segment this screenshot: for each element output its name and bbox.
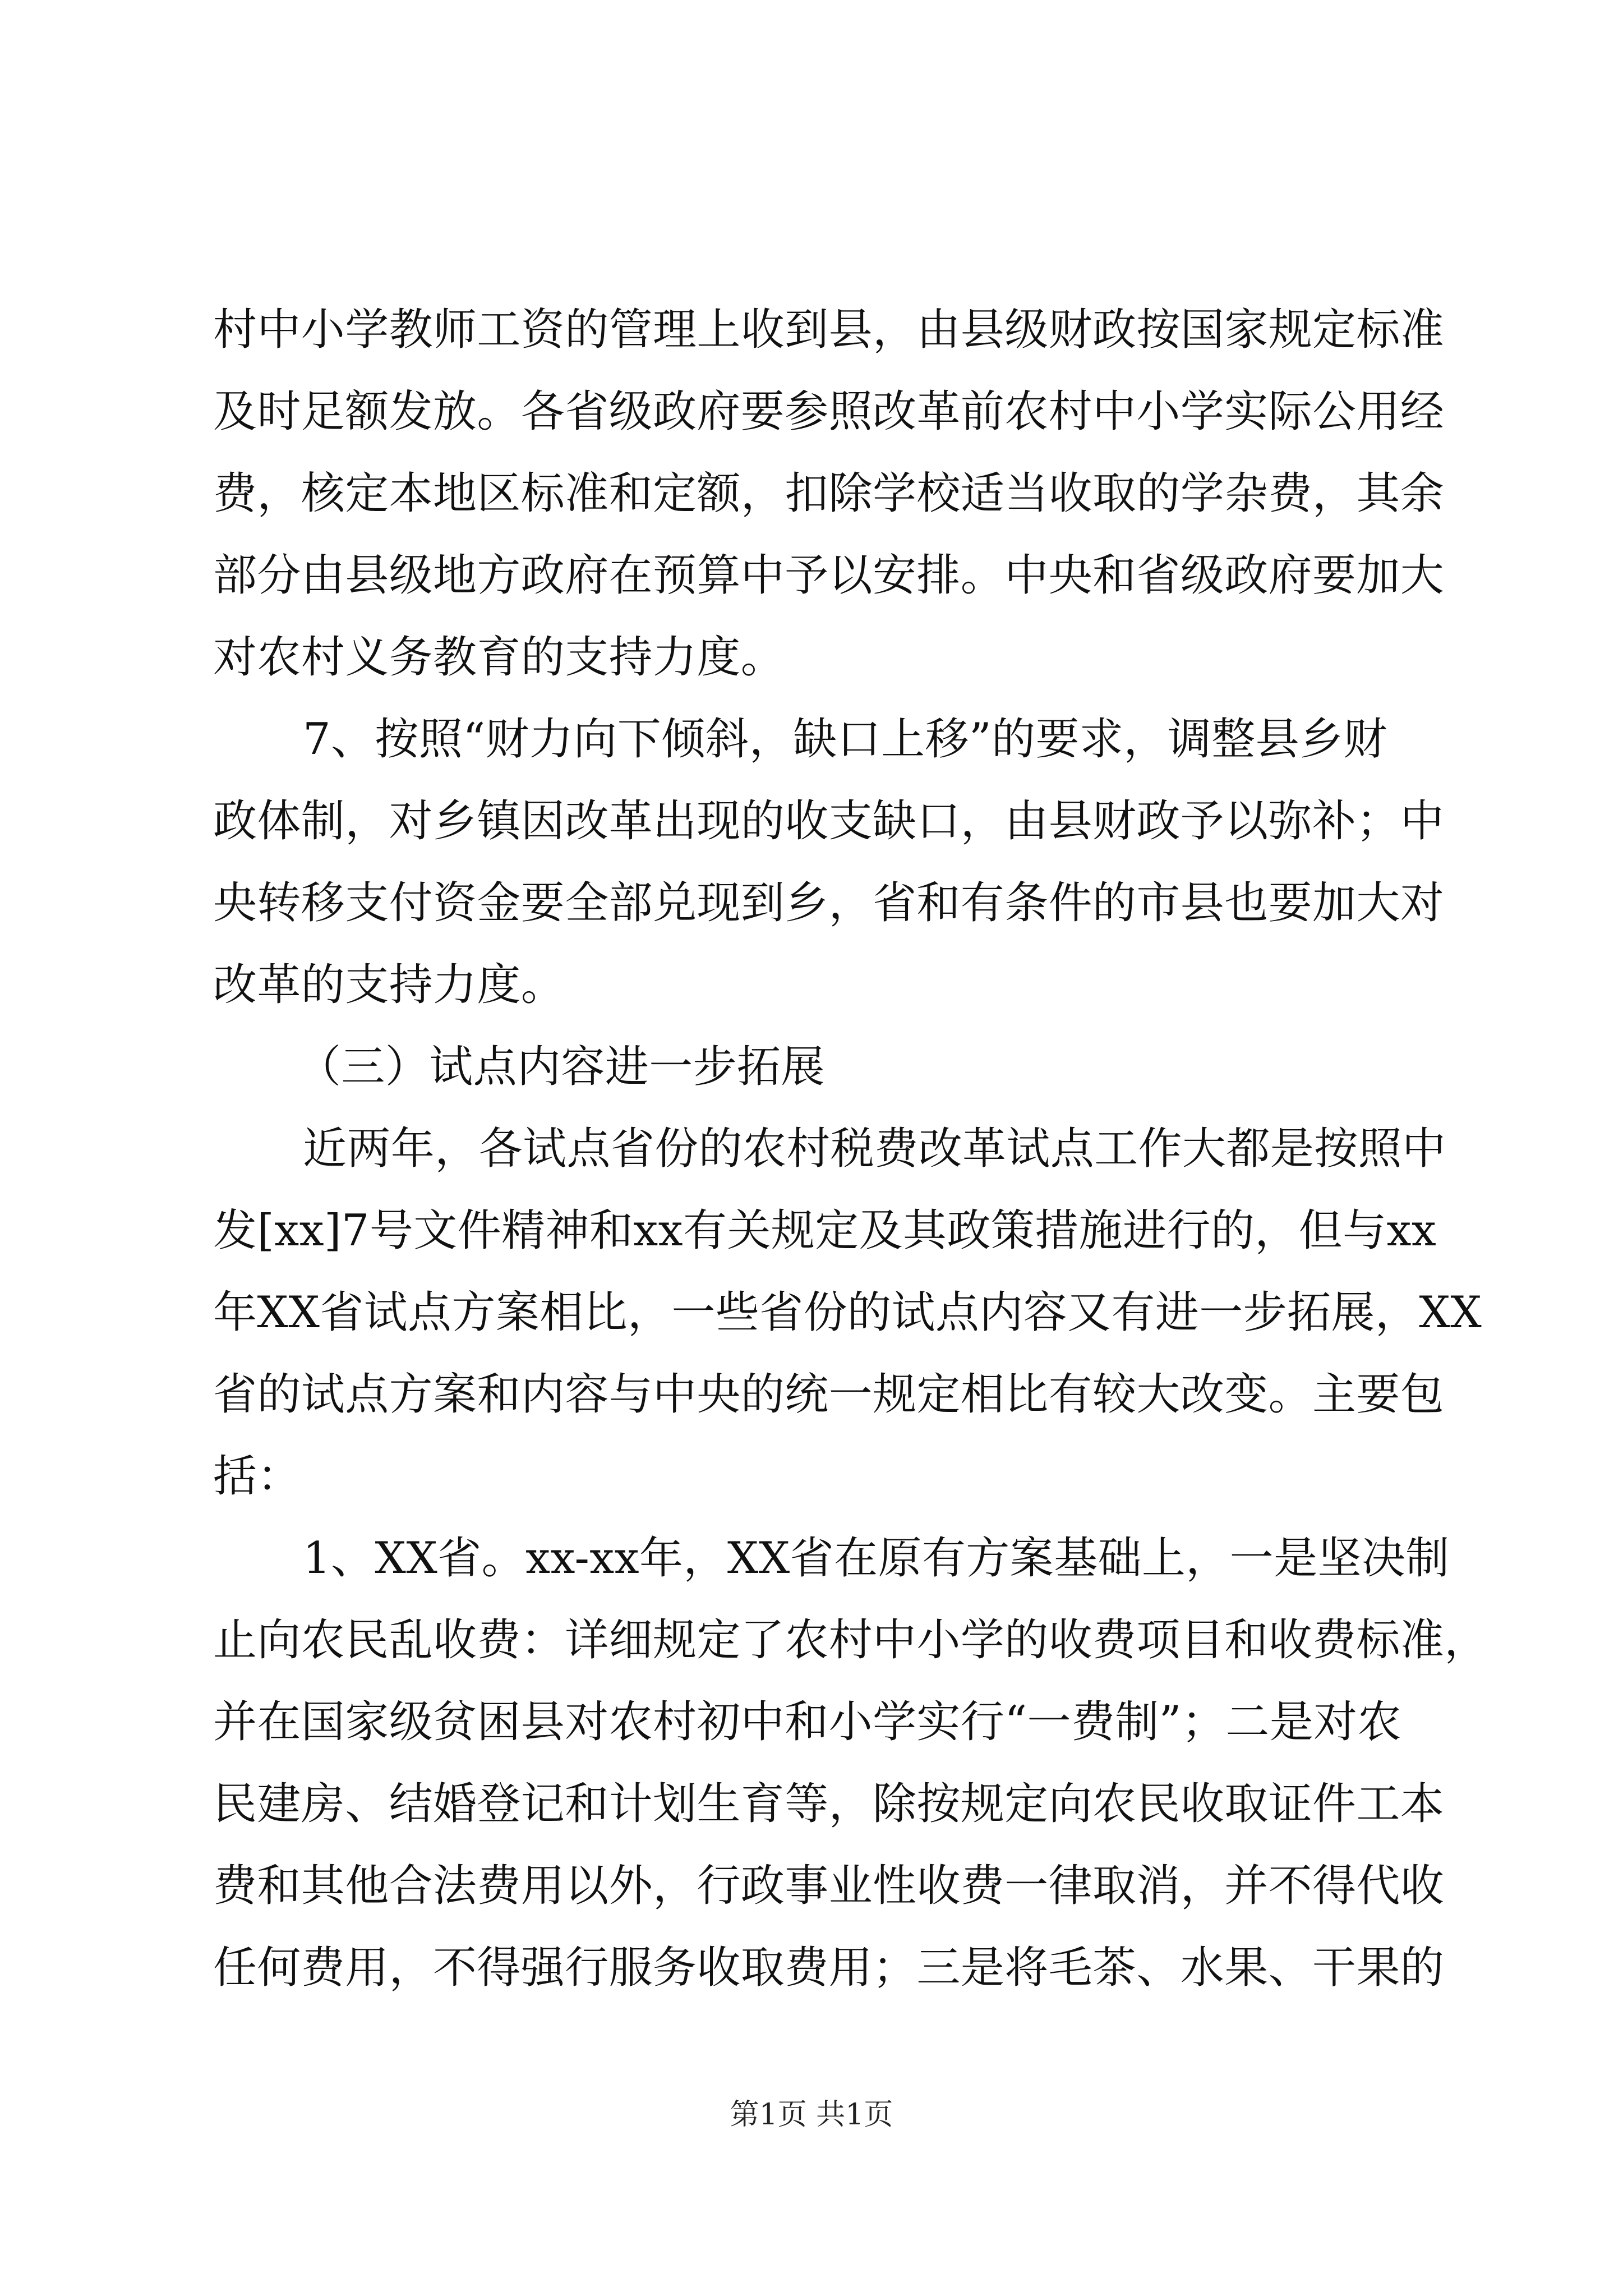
text-line: 7、按照“财力向下倾斜，缺口上移”的要求，调整县乡财 <box>303 714 1387 765</box>
text-line: 及时足额发放。各省级政府要参照改革前农村中小学实际公用经 <box>213 386 1445 437</box>
text-line: 民建房、结婚登记和计划生育等，除按规定向农民收取证件工本 <box>213 1779 1445 1829</box>
text-line: 央转移支付资金要全部兑现到乡，省和有条件的市县也要加大对 <box>213 878 1445 928</box>
text-line: 费和其他合法费用以外，行政事业性收费一律取消，并不得代收 <box>213 1861 1445 1911</box>
text-line: 发[xx]7号文件精神和xx有关规定及其政策措施进行的，但与xx <box>213 1205 1437 1256</box>
text-line: 止向农民乱收费：详细规定了农村中小学的收费项目和收费标准， <box>213 1615 1488 1665</box>
text-line: 1、XX省。xx-xx年，XX省在原有方案基础上，一是坚决制 <box>303 1533 1450 1584</box>
section-heading: （三）试点内容进一步拓展 <box>297 1042 825 1092</box>
text-line: 对农村义务教育的支持力度。 <box>213 632 785 683</box>
document-body <box>213 289 1488 2009</box>
text-line: 省的试点方案和内容与中央的统一规定相比有较大改变。主要包 <box>213 1369 1445 1420</box>
text-line: 括： <box>213 1451 301 1502</box>
text-line: 近两年，各试点省份的农村税费改革试点工作大都是按照中 <box>303 1124 1446 1174</box>
text-line: 费，核定本地区标准和定额，扣除学校适当收取的学杂费，其余 <box>213 468 1445 519</box>
text-line: 村中小学教师工资的管理上收到县，由县级财政按国家规定标准 <box>213 305 1445 355</box>
page-number-footer: 第1页 共1页 <box>730 2098 893 2132</box>
text-line: 部分由县级地方政府在预算中予以安排。中央和省级政府要加大 <box>213 550 1445 601</box>
text-line: 改革的支持力度。 <box>213 960 565 1010</box>
text-line: 并在国家级贫困县对农村初中和小学实行“一费制”；二是对农 <box>213 1697 1401 1747</box>
text-line: 年XX省试点方案相比，一些省份的试点内容又有进一步拓展，XX <box>213 1287 1482 1338</box>
text-line: 政体制，对乡镇因改革出现的收支缺口，由县财政予以弥补；中 <box>213 796 1445 846</box>
text-line: 任何费用，不得强行服务收取费用；三是将毛茶、水果、干果的 <box>213 1943 1445 1993</box>
